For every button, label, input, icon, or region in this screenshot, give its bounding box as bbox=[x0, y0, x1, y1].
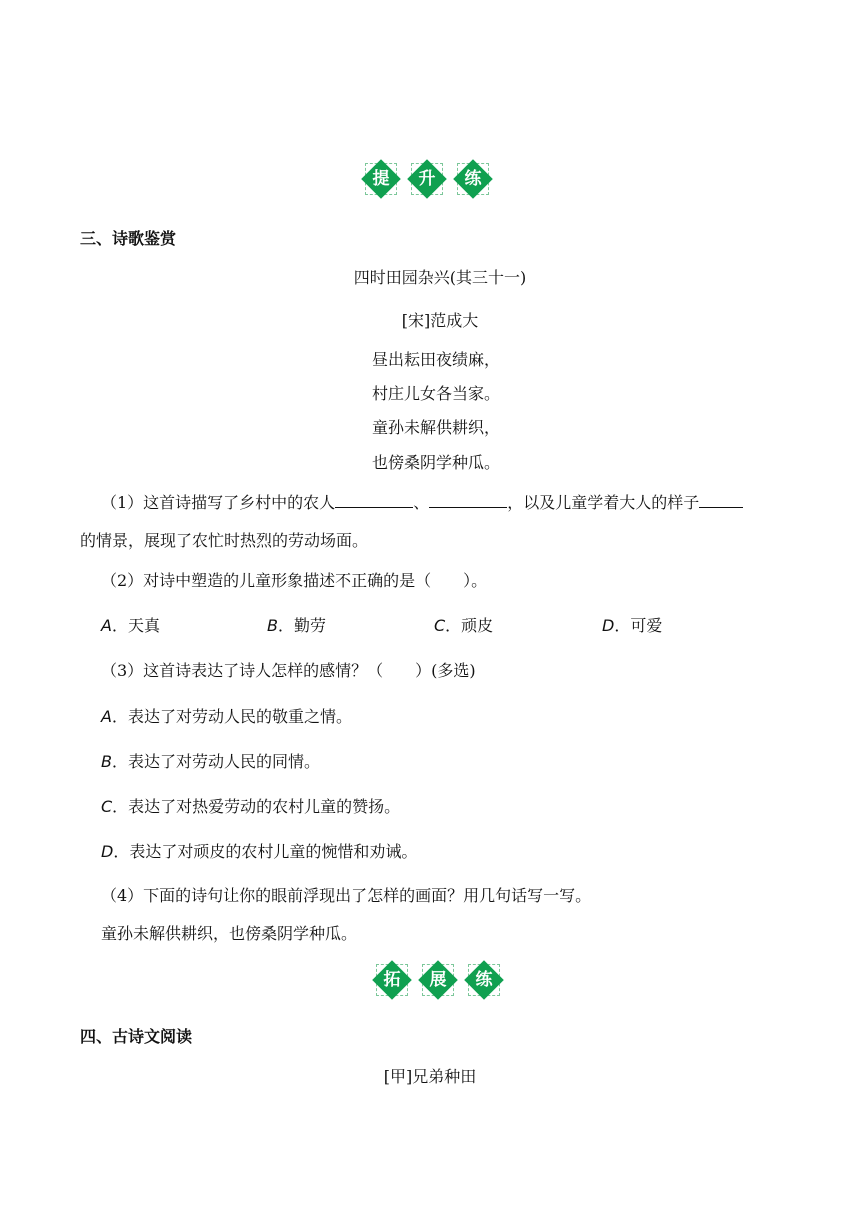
badge-lian bbox=[464, 960, 504, 1000]
question-4-stem: （4）下面的诗句让你的眼前浮现出了怎样的画面？用几句话写一写。 bbox=[101, 886, 592, 905]
section-heading-classical: 四、古诗文阅读 bbox=[80, 1027, 193, 1046]
q3-option-d[interactable]: D．表达了对顽皮的农村儿童的惋惜和劝诫。 bbox=[101, 842, 418, 861]
q4-quote: 童孙未解供耕织，也傍桑阴学种瓜。 bbox=[101, 924, 358, 943]
badge-char: 练 bbox=[475, 970, 493, 990]
q2-option-b[interactable]: B．勤劳 bbox=[267, 616, 326, 635]
q2-option-d[interactable]: D．可爱 bbox=[602, 616, 663, 635]
badge-char: 升 bbox=[418, 169, 436, 189]
q1-separator: 、 bbox=[413, 493, 430, 512]
section4-subtitle: [甲]兄弟种田 bbox=[383, 1067, 477, 1086]
q3-option-c[interactable]: C．表达了对热爱劳动的农村儿童的赞扬。 bbox=[101, 797, 401, 816]
poem-line: 昼出耘田夜绩麻， bbox=[371, 350, 500, 369]
q3-option-b[interactable]: B．表达了对劳动人民的同情。 bbox=[101, 752, 320, 771]
q2-option-a[interactable]: A．天真 bbox=[101, 616, 160, 635]
q1-mid: ，以及儿童学着大人的样子 bbox=[507, 493, 700, 512]
answer-blank[interactable] bbox=[429, 492, 507, 508]
badge-zhan bbox=[418, 960, 458, 1000]
badge-tuo bbox=[372, 960, 412, 1000]
answer-blank[interactable] bbox=[335, 492, 413, 508]
badge-row-top bbox=[361, 159, 493, 199]
badge-char: 练 bbox=[464, 169, 482, 189]
poem-line: 也傍桑阴学种瓜。 bbox=[371, 453, 500, 472]
badge-sheng bbox=[407, 159, 447, 199]
q1-line2: 的情景，展现了农忙时热烈的劳动场面。 bbox=[80, 531, 369, 550]
q2-option-c[interactable]: C．顽皮 bbox=[434, 616, 494, 635]
badge-char: 拓 bbox=[383, 970, 401, 990]
answer-blank[interactable] bbox=[699, 492, 743, 508]
section-heading-poetry: 三、诗歌鉴赏 bbox=[80, 229, 177, 248]
q1-prefix: （1）这首诗描写了乡村中的农人 bbox=[101, 493, 336, 512]
badge-row-bottom bbox=[372, 960, 504, 1000]
poem-title: 四时田园杂兴(其三十一) bbox=[353, 268, 527, 287]
q3-option-a[interactable]: A．表达了对劳动人民的敬重之情。 bbox=[101, 707, 352, 726]
poem-author: [宋]范成大 bbox=[401, 311, 479, 330]
poem-line: 童孙未解供耕织， bbox=[371, 418, 500, 437]
badge-char: 提 bbox=[372, 169, 390, 189]
badge-ti bbox=[361, 159, 401, 199]
badge-lian bbox=[453, 159, 493, 199]
question-2-stem: （2）对诗中塑造的儿童形象描述不正确的是（ ）。 bbox=[101, 571, 488, 590]
poem-line: 村庄儿女各当家。 bbox=[371, 384, 500, 403]
badge-char: 展 bbox=[429, 970, 447, 990]
question-3-stem: （3）这首诗表达了诗人怎样的感情？（ ）(多选) bbox=[101, 661, 476, 680]
question-1 bbox=[101, 490, 743, 513]
